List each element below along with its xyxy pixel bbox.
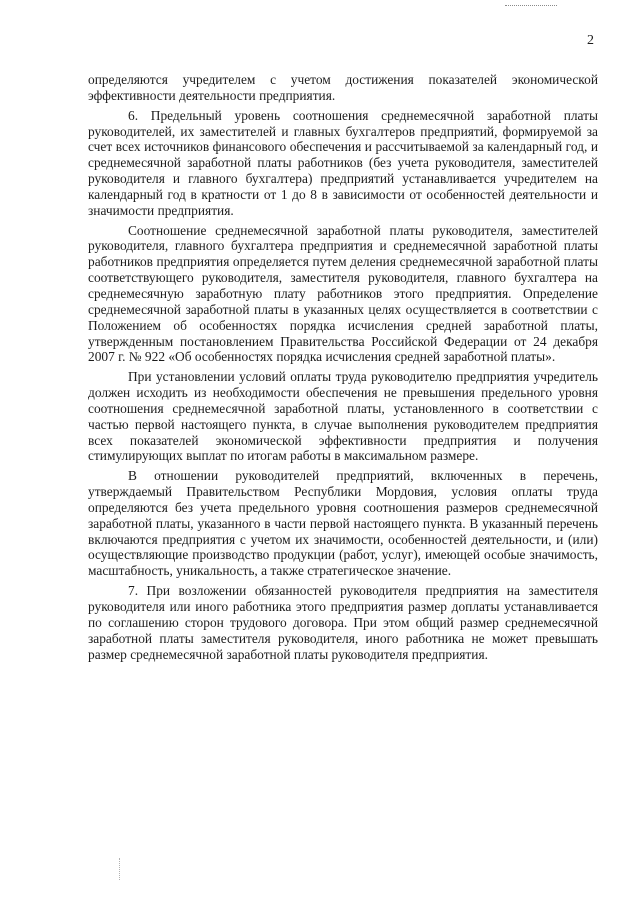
paragraph-ratio-definition: Соотношение среднемесячной заработной платы руководителя, заместителей руководителя, главного бухгалтера предприятия и среднемесячной заработной платы работников предприятия определяется путем деления среднемесячной заработной платы соответствующего руководителя, заместителя руководителя, главного бухгалтера на среднемесячную заработную плату работников этого предприятия. Определение среднемесячной заработной платы в указанных целях осуществляется в соответствии с Положением об особенностях порядка исчисления средней заработной платы, утвержденным постановлением Правительства Российской Федерации от 24 декабря 2007 г. № 922 «Об особенностях порядка исчисления средней заработной платы». (88, 222, 598, 365)
paragraph-item-6: 6. Предельный уровень соотношения среднемесячной заработной платы руководителей, их заместителей и главных бухгалтеров предприятий, формируемой за счет всех источников финансового обеспечения и рассчитываемой за календарный год, и среднемесячной заработной платы работников (без учета руководителя, заместителей руководителя и главного бухгалтера) предприятий устанавливается учредителем на календарный год в кратности от 1 до 8 в зависимости от особенностей деятельности и значимости предприятия. (88, 107, 598, 218)
paragraph-pay-conditions: При установлении условий оплаты труда руководителю предприятия учредитель должен исходить из необходимости обеспечения не превышения предельного уровня соотношения среднемесячной заработной платы, установленного в соответствии с частью первой настоящего пункта, в случае выполнения руководителем предприятия всех показателей экономической эффективности предприятия и получения стимулирующих выплат по итогам работы в максимальном размере. (88, 369, 598, 464)
paragraph-exempt-list: В отношении руководителей предприятий, включенных в перечень, утверждаемый Правительством Республики Мордовия, условия оплаты труда определяются без учета предельного уровня соотношения размеров среднемесячной заработной платы, указанного в части первой настоящего пункта. В указанный перечень включаются предприятия с учетом их значимости, особенностей деятельности, и (или) осуществляющие производство продукции (работ, услуг), имеющей особые значимость, масштабность, уникальность, а также стратегическое значение. (88, 468, 598, 579)
page-number: 2 (587, 33, 594, 48)
document-body (88, 72, 598, 662)
paragraph-item-7: 7. При возложении обязанностей руководителя предприятия на заместителя руководителя или иного работника этого предприятия размер доплаты устанавливается по соглашению сторон трудового договора. При этом общий размер среднемесячной заработной платы заместителя руководителя, иного работника не может превышать размер среднемесячной заработной платы руководителя предприятия. (88, 583, 598, 662)
scan-artifact (505, 5, 557, 8)
scan-artifact-margin (119, 858, 122, 880)
paragraph-continuation: определяются учредителем с учетом достижения показателей экономической эффективности деятельности предприятия. (88, 72, 598, 103)
